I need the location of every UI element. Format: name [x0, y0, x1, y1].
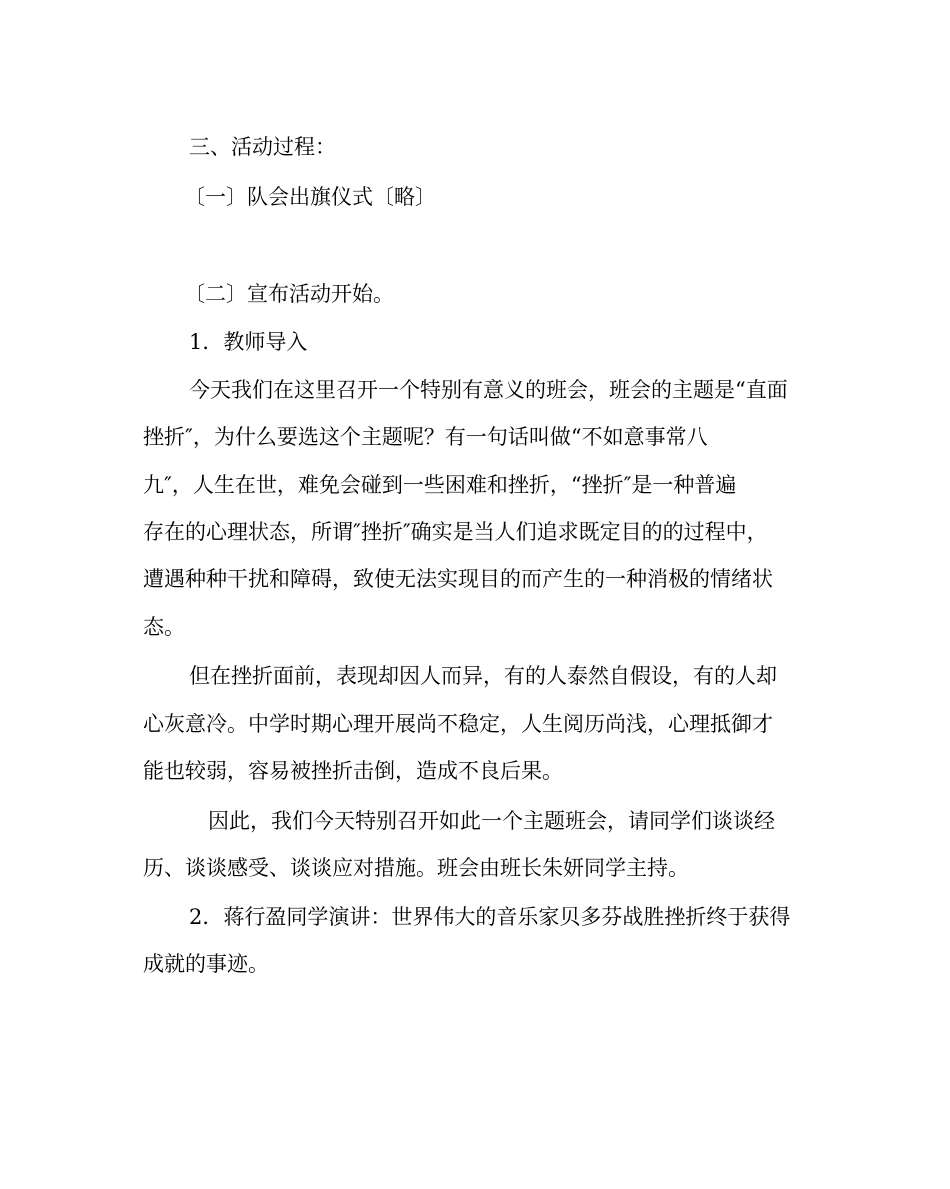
item-flag-ceremony: 〔一〕队会出旗仪式〔略〕 — [184, 185, 436, 209]
paragraph-line: 遭遇种种干扰和障碍，致使无法实现目的而产生的一种消极的情绪状 — [143, 567, 773, 591]
paragraph-line: 存在的心理状态，所谓″挫折″确实是当人们追求既定目的的过程中， — [143, 520, 768, 544]
paragraph-line: 心灰意冷。中学时期心理开展尚不稳定，人生阅历尚浅，心理抵御才 — [143, 712, 773, 736]
paragraph-line: 成就的事迹。 — [143, 952, 269, 976]
item-activity-start: 〔二〕宣布活动开始。 — [184, 282, 394, 306]
paragraph-line: 今天我们在这里召开一个特别有意义的班会，班会的主题是“直面 — [189, 378, 788, 402]
section-heading: 三、活动过程： — [189, 135, 336, 159]
paragraph-line: 态。 — [143, 615, 185, 639]
paragraph-line: 因此，我们今天特别召开如此一个主题班会，请同学们谈谈经 — [208, 809, 775, 833]
sub-heading-teacher-intro: 1．教师导入 — [189, 330, 308, 354]
paragraph-line: 历、谈谈感受、谈谈应对措施。班会由班长朱妍同学主持。 — [143, 856, 689, 880]
paragraph-line: 九″，人生在世，难免会碰到一些困难和挫折，“挫折″是一种普遍 — [143, 473, 737, 497]
sub-heading-speech: 2．蒋行盈同学演讲：世界伟大的音乐家贝多芬战胜挫折终于获得 — [189, 905, 791, 929]
paragraph-line: 能也较弱，容易被挫折击倒，造成不良后果。 — [143, 759, 563, 783]
paragraph-line: 但在挫折面前，表现却因人而异，有的人泰然自假设，有的人却 — [189, 664, 777, 688]
paragraph-line: 挫折″，为什么要选这个主题呢？有一句话叫做“不如意事常八 — [143, 425, 708, 449]
